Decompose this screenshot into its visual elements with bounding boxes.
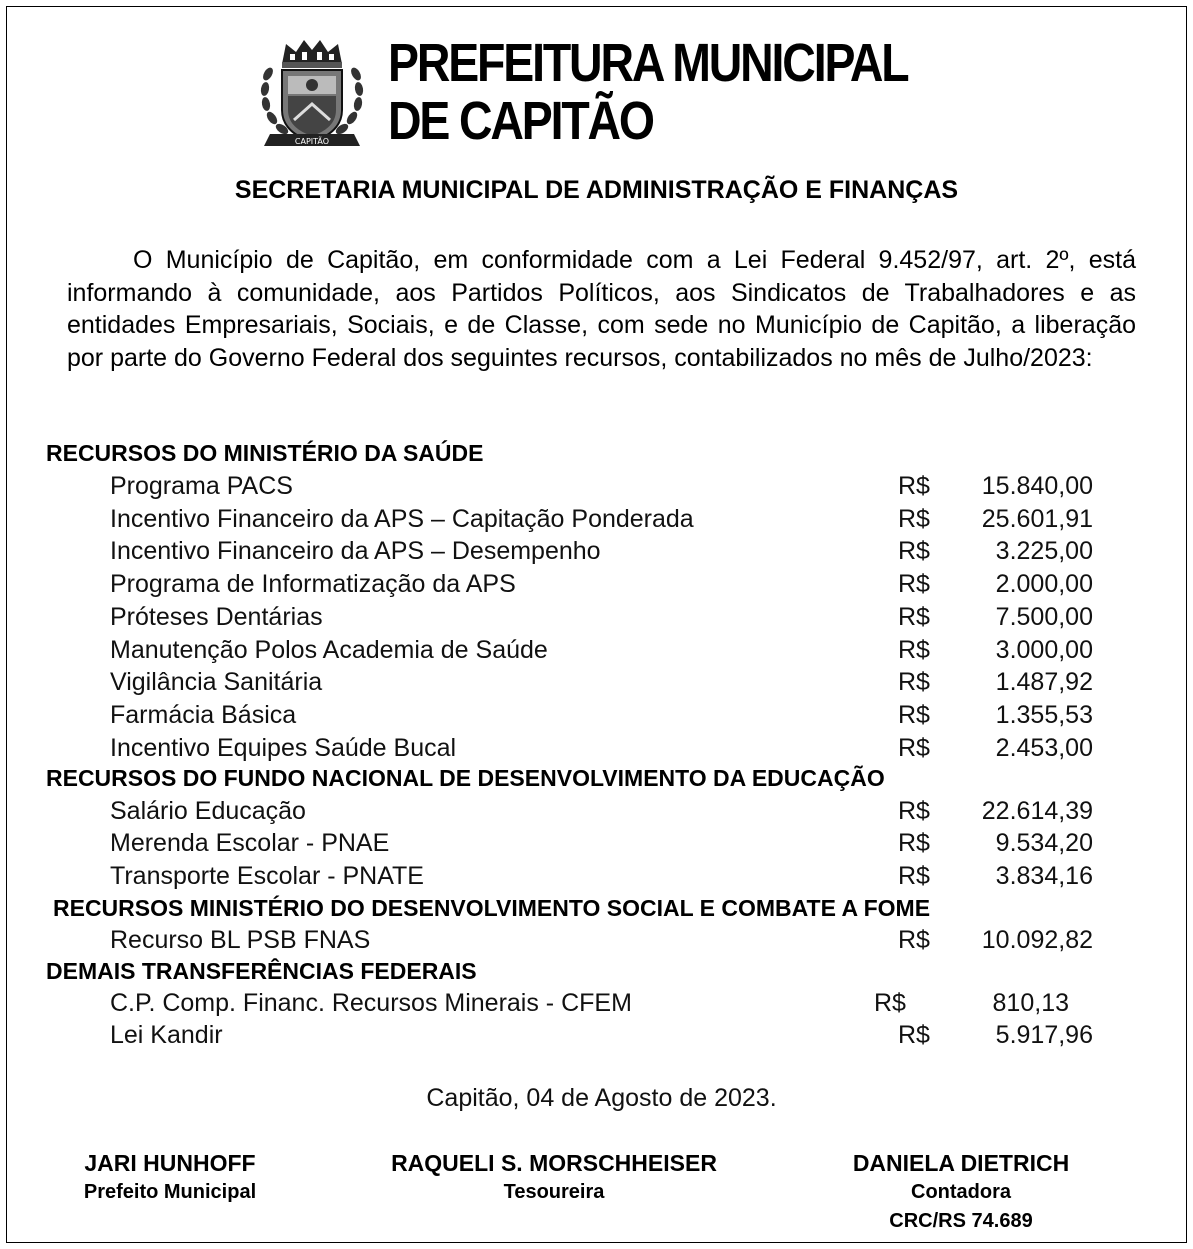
item-label: Próteses Dentárias <box>110 602 323 631</box>
municipal-coat-of-arms-icon <box>256 34 368 154</box>
item-label: Vigilância Sanitária <box>110 668 323 697</box>
list-item <box>0 634 1193 667</box>
signer-role: Tesoureira <box>503 1181 605 1203</box>
signer-role: Contadora <box>911 1181 1011 1203</box>
svg-text:CAPITÃO: CAPITÃO <box>294 137 330 146</box>
item-amount: 5.917,96 <box>995 1021 1093 1050</box>
signer-name: DANIELA DIETRICH <box>852 1150 1070 1176</box>
item-amount: 810,13 <box>992 988 1069 1017</box>
item-amount: 2.000,00 <box>995 570 1093 599</box>
item-label: Merenda Escolar - PNAE <box>110 829 390 858</box>
item-label: Programa de Informatização da APS <box>110 570 516 599</box>
currency-symbol: R$ <box>898 861 930 890</box>
page-title <box>388 34 907 150</box>
currency-symbol: R$ <box>898 700 930 729</box>
list-item <box>0 1019 1193 1052</box>
item-label: Incentivo Financeiro da APS – Desempenho <box>110 537 601 566</box>
signer-name: JARI HUNHOFF <box>84 1150 256 1176</box>
list-item <box>0 732 1193 765</box>
list-item <box>0 795 1193 828</box>
item-label: C.P. Comp. Financ. Recursos Minerais - CFEM <box>110 988 632 1017</box>
list-item <box>0 987 1193 1020</box>
item-amount: 3.834,16 <box>995 861 1093 890</box>
intro-paragraph: O Município de Capitão, em conformidade com a Lei Federal 9.452/97, art. 2º, está informando à comunidade, aos Partidos Políticos, aos Sindicatos de Trabalhadores e as entidades Empresariais, Sociais, e de Classe, com sede no Município de Capitão, a liberação por parte do Governo Federal dos seguintes recursos, contabilizados no mês de Julho/2023: <box>67 246 1136 372</box>
item-label: Recurso BL PSB FNAS <box>110 925 371 954</box>
item-amount: 3.225,00 <box>995 537 1093 566</box>
currency-symbol: R$ <box>898 829 930 858</box>
currency-symbol: R$ <box>898 504 930 533</box>
currency-symbol: R$ <box>898 925 930 954</box>
item-label: Farmácia Básica <box>110 700 297 729</box>
signature-block <box>40 1148 300 1207</box>
item-amount: 10.092,82 <box>981 925 1093 954</box>
item-label: Salário Educação <box>110 796 306 825</box>
title-line-2: DE CAPITÃO <box>388 91 653 151</box>
list-item <box>0 924 1193 957</box>
list-item <box>0 470 1193 503</box>
list-item <box>0 535 1193 568</box>
section-heading: RECURSOS MINISTÉRIO DO DESENVOLVIMENTO SOCIAL E COMBATE A FOME <box>53 895 931 921</box>
signer-role: Prefeito Municipal <box>83 1181 257 1203</box>
currency-symbol: R$ <box>898 472 930 500</box>
section-heading: DEMAIS TRANSFERÊNCIAS FEDERAIS <box>46 958 477 984</box>
currency-symbol: R$ <box>898 537 930 566</box>
currency-symbol: R$ <box>898 668 930 697</box>
section-heading: RECURSOS DO FUNDO NACIONAL DE DESENVOLVIMENTO DA EDUCAÇÃO <box>46 765 885 791</box>
item-amount: 1.355,53 <box>995 700 1093 729</box>
item-label: Incentivo Equipes Saúde Bucal <box>110 733 457 762</box>
item-amount: 7.500,00 <box>995 602 1093 631</box>
list-item <box>0 699 1193 732</box>
currency-symbol: R$ <box>898 796 930 825</box>
item-amount: 25.601,91 <box>981 504 1093 533</box>
currency-symbol: R$ <box>898 635 930 664</box>
signature-block <box>352 1148 756 1207</box>
list-item <box>0 860 1193 893</box>
currency-symbol: R$ <box>898 1021 930 1050</box>
currency-symbol: R$ <box>874 988 906 1017</box>
item-amount: 15.840,00 <box>981 472 1093 500</box>
item-label: Incentivo Financeiro da APS – Capitação Ponderada <box>110 504 694 533</box>
item-amount: 3.000,00 <box>995 635 1093 664</box>
list-item <box>0 601 1193 634</box>
signer-name: RAQUELI S. MORSCHHEISER <box>391 1150 717 1176</box>
list-item <box>0 827 1193 860</box>
item-label: Lei Kandir <box>110 1021 223 1050</box>
list-item <box>0 568 1193 601</box>
section-heading: RECURSOS DO MINISTÉRIO DA SAÚDE <box>46 440 484 466</box>
item-label: Manutenção Polos Academia de Saúde <box>110 635 548 664</box>
currency-symbol: R$ <box>898 733 930 762</box>
document-date: Capitão, 04 de Agosto de 2023. <box>426 1084 777 1112</box>
signature-block <box>826 1148 1096 1236</box>
title-line-1: PREFEITURA MUNICIPAL <box>388 33 908 93</box>
list-item <box>0 503 1193 536</box>
signer-registration: CRC/RS 74.689 <box>889 1210 1033 1232</box>
item-label: Transporte Escolar - PNATE <box>110 861 424 890</box>
currency-symbol: R$ <box>898 570 930 599</box>
item-label: Programa PACS <box>110 472 293 500</box>
item-amount: 22.614,39 <box>981 796 1093 825</box>
list-item <box>0 666 1193 699</box>
item-amount: 1.487,92 <box>995 668 1093 697</box>
secretaria-heading: SECRETARIA MUNICIPAL DE ADMINISTRAÇÃO E FINANÇAS <box>234 176 959 204</box>
item-amount: 9.534,20 <box>995 829 1093 858</box>
item-amount: 2.453,00 <box>995 733 1093 762</box>
currency-symbol: R$ <box>898 602 930 631</box>
